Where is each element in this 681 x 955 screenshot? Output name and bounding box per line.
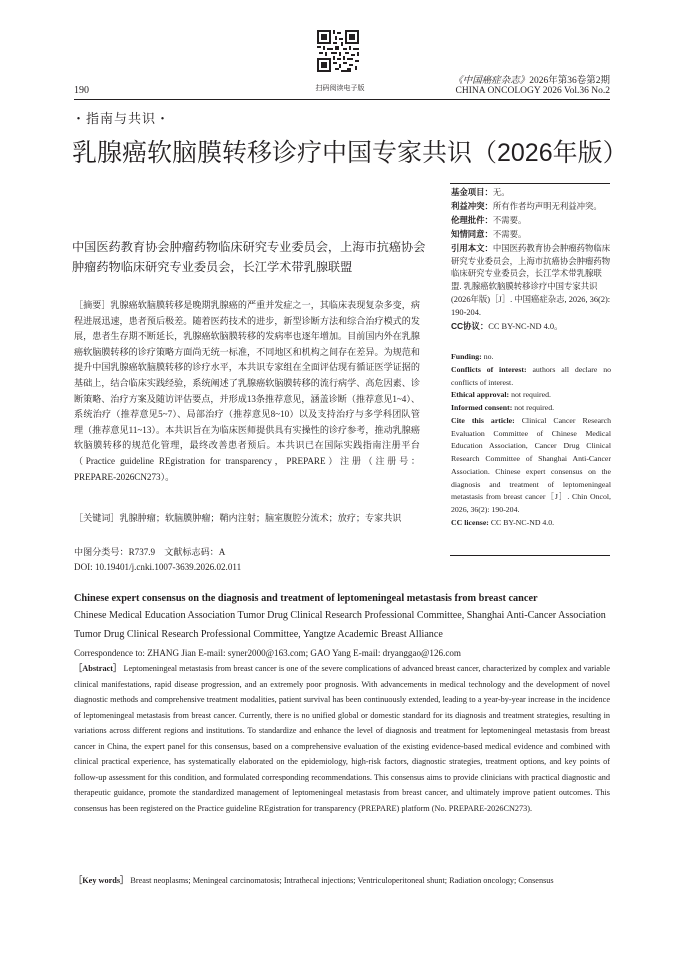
article-title-cn: 乳腺癌软脑膜转移诊疗中国专家共识（2026年版） xyxy=(72,139,628,167)
sidebar-cn xyxy=(451,186,611,334)
sidebar-cn-value: 不需要。 xyxy=(492,229,527,239)
sidebar-en-label: Conflicts of interest: xyxy=(451,364,527,374)
sidebar-cn-conflict xyxy=(451,200,611,214)
sidebar-en xyxy=(451,351,611,530)
clc-value: R737.9 xyxy=(128,547,156,557)
sidebar-cn-consent xyxy=(451,228,611,242)
sidebar-en-value: authors all declare no conflicts of interest. xyxy=(451,364,611,387)
sidebar-cn-license xyxy=(451,320,611,334)
abstract-en xyxy=(74,661,610,816)
journal-name-cn: 《中国癌症杂志》 xyxy=(453,76,530,86)
keywords-en-label: ［Key words］ xyxy=(74,876,129,885)
sidebar-cn-citation xyxy=(451,242,611,320)
sidebar-en-label: CC license: xyxy=(451,517,489,527)
keywords-en xyxy=(74,873,610,889)
sidebar-cn-label: 引用本文： xyxy=(451,242,493,253)
sidebar-divider-bottom xyxy=(450,555,610,556)
sidebar-en-consent xyxy=(451,402,611,415)
keywords-cn-text: 乳腺肿瘤；软脑膜肿瘤；鞘内注射；脑室腹腔分流术；放疗；专家共识 xyxy=(119,513,402,523)
sidebar-en-license xyxy=(451,517,611,530)
abstract-cn-label: ［摘要］ xyxy=(74,300,111,310)
sidebar-en-label: Ethical approval: xyxy=(451,390,510,400)
sidebar-cn-ethics xyxy=(451,214,611,228)
sidebar-cn-value: 无。 xyxy=(492,188,510,197)
doc-code-value: A xyxy=(218,547,226,557)
journal-volume-cn: 2026年第36卷第2期 xyxy=(529,76,610,86)
section-tag: ・指南与共识・ xyxy=(72,111,171,126)
sidebar-cn-label: 知情同意： xyxy=(451,228,493,239)
sidebar-en-value: not required. xyxy=(514,403,555,412)
journal-issue-en: CHINA ONCOLOGY 2026 Vol.36 No.2 xyxy=(455,86,610,96)
correspondence: Correspondence to: ZHANG Jian E-mail: syner2000@163.com; GAO Yang E-mail: dryanggao@126.com xyxy=(74,648,461,658)
sidebar-cn-label: 伦理批件： xyxy=(451,214,493,225)
authors-cn: 中国医药教育协会肿瘤药物临床研究专业委员会，上海市抗癌协会肿瘤药物临床研究专业委员会，长江学术带乳腺联盟 xyxy=(72,240,426,274)
sidebar-cn-label: CC协议： xyxy=(451,321,489,332)
abstract-cn-text: 乳腺癌软脑膜转移是晚期乳腺癌的严重并发症之一，其临床表现复杂多变，病程进展迅速，患者预后极差。随着医药技术的进步，新型诊断方法和综合治疗模式的发展，患者生存期不断延长，乳腺癌软脑膜转移的发病率也逐年增加。目前国内外在乳腺癌软脑膜转移的诊疗策略方面尚无统一标准，不同地区和机构之间存在差异。为规范和提升中国乳腺癌软脑膜转移的诊疗水平，本共识专家组在全面评估现有循证医学证据的基础上，结合临床实践经验，系统阐述了乳腺癌软脑膜转移的流行病学、高危因素、诊断策略、治疗方案及随访评估要点，并形成13条推荐意见，涵盖诊断（推荐意见1~4）、系统治疗（推荐意见5~7）、局部治疗（推荐意见8~10）以及支持治疗与多学科团队管理（推荐意见11~13）。本共识旨在为临床医师提供具有实操性的诊疗参考，推动乳腺癌软脑膜转移的规范化管理，最终改善患者预后。本共识已在国际实践指南注册平台（Practice guideline REgistration for transparency，PREPARE）注册（注册号：PREPARE-2026CN273）。 xyxy=(74,300,420,482)
header-divider xyxy=(74,99,610,100)
qr-caption: 扫码阅读电子版 xyxy=(315,85,365,92)
sidebar-en-funding xyxy=(451,351,611,364)
sidebar-en-label: Funding: xyxy=(451,352,482,361)
sidebar-cn-value: 不需要。 xyxy=(492,215,527,225)
sidebar-en-value: Clinical Cancer Research Evaluation Committee of Chinese Medical Education Association, Cancer Drug Clinical Research Committee of Shanghai Anti-Cancer Association. Chinese expert consensus on the diagnosis and treatment of leptomeningeal metastasis from breast cancer［J］. Chin Oncol, 2026, 36(2): 190-204. xyxy=(451,415,612,514)
doc-code-label: 文献标志码： xyxy=(164,547,219,557)
sidebar-en-ethics xyxy=(451,389,611,402)
sidebar-cn-value: 中国医药教育协会肿瘤药物临床研究专业委员会，上海市抗癌协会肿瘤药物临床研究专业委员会，长江学术带乳腺联盟. 乳腺癌软脑膜转移诊疗中国专家共识(2026年版)［J］. 中国癌症杂志, 2026, 36(2): 190-204. xyxy=(451,243,611,318)
sidebar-en-conflict xyxy=(451,364,611,390)
sidebar-cn-label: 基金项目： xyxy=(451,187,493,197)
sidebar-en-label: Informed consent: xyxy=(451,403,513,412)
sidebar-en-value: not required. xyxy=(511,390,551,400)
sidebar-en-citation xyxy=(451,415,611,517)
abstract-en-label: ［Abstract］ xyxy=(74,664,122,673)
sidebar-en-value: CC BY-NC-ND 4.0. xyxy=(490,517,555,527)
sidebar-en-label: Cite this article: xyxy=(451,415,515,425)
sidebar-en-value: no. xyxy=(483,352,494,361)
clc-label: 中图分类号： xyxy=(74,547,129,557)
classification-cn xyxy=(74,545,420,558)
page-number: 190 xyxy=(74,85,89,96)
keywords-cn-label: ［关键词］ xyxy=(74,513,120,523)
keywords-en-text: Breast neoplasms; Meningeal carcinomatosis; Intrathecal injections; Ventriculoperitoneal shunt; Radiation oncology; Consensus xyxy=(130,876,554,885)
qr-code-icon[interactable] xyxy=(317,30,359,72)
sidebar-cn-label: 利益冲突： xyxy=(451,200,493,211)
authors-en: Chinese Medical Education Association Tumor Drug Clinical Research Professional Committee, Shanghai Anti-Cancer Association Tumor Drug Clinical Research Professional Committee, Yangtze Academic Breast Alliance xyxy=(74,610,606,640)
keywords-cn xyxy=(74,511,420,527)
sidebar-cn-funding xyxy=(451,186,611,200)
abstract-en-text: Leptomeningeal metastasis from breast cancer is one of the severe complications of advanced breast cancer, characterized by complex and variable clinical manifestations, rapid disease progression, and an extremely poor prognosis. With advancements in medical technology and the development of novel diagnostic methods and comprehensive treatment modalities, patient survival has been continuously extended, leading to a year-by-year increase in the incidence of leptomeningeal metastasis from breast cancer. Currently, there is no unified global or domestic standard for its diagnosis and treatment strategies, resulting in variations across different regions and institutions. To standardize and enhance the level of diagnosis and treatment for leptomeningeal metastasis from breast cancer in China, the expert panel for this consensus, based on a comprehensive evaluation of the existing evidence-based medical evidence and combined with clinical practical experience, has systematically elaborated on the epidemiology, high-risk factors, diagnostic strategies, treatment options, and key points of follow-up assessment for this condition, and formulated corresponding recommendations. This consensus aims to provide clinicians with practical diagnostic and therapeutic guidance, promote the standardized management of leptomeningeal metastasis from breast cancer, and ultimately improve patient outcomes. This consensus has been registered on the Practice guideline REgistration for transparency (PREPARE) platform (No. PREPARE-2026CN273). xyxy=(74,664,611,813)
sidebar-cn-value: 所有作者均声明无利益冲突。 xyxy=(492,201,602,211)
article-title-en: Chinese expert consensus on the diagnosis and treatment of leptomeningeal metastasis from breast cancer xyxy=(74,593,538,604)
sidebar-cn-value: CC BY-NC-ND 4.0。 xyxy=(488,322,563,332)
journal-issue-cn xyxy=(453,72,610,86)
doi[interactable]: DOI: 10.19401/j.cnki.1007-3639.2026.02.011 xyxy=(74,562,242,572)
sidebar-divider-top xyxy=(450,183,610,184)
abstract-cn xyxy=(74,298,420,485)
